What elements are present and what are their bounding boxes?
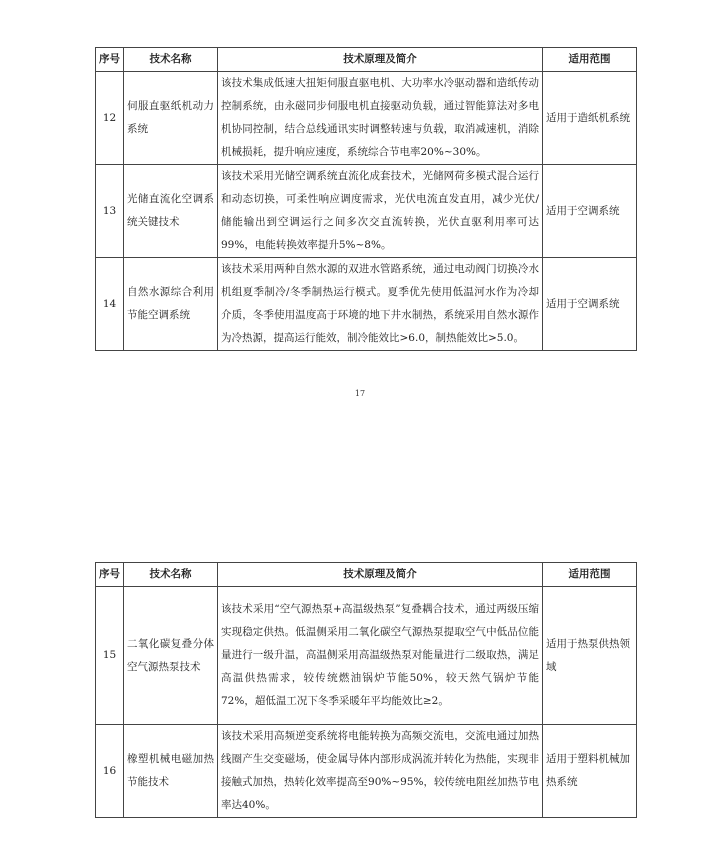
table-row [96,165,637,258]
row-scope: 适用于空调系统 [543,165,637,258]
tech-table-top [95,47,637,351]
header-scope: 适用范围 [543,48,637,72]
row-scope: 适用于塑料机械加热系统 [543,725,637,818]
row-no: 16 [96,725,124,818]
row-desc: 该技术集成低速大扭矩伺服直驱电机、大功率水冷驱动器和造纸传动控制系统，由永磁同步伺服电机直接驱动负载，通过智能算法对多电机协同控制，结合总线通讯实时调整转速与负载，取消减速机，消除机械损耗，提升响应速度，系统综合节电率20%~30%。 [218,72,543,165]
header-desc: 技术原理及简介 [218,563,543,587]
row-desc: 该技术采用光储空调系统直流化成套技术，光储网荷多模式混合运行和动态切换，可柔性响应调度需求，光伏电流直发直用，减少光伏/储能输出到空调运行之间多次交直流转换，光伏直驱利用率可达99%，电能转换效率提升5%~8%。 [218,165,543,258]
row-name: 自然水源综合利用节能空调系统 [124,258,218,351]
table-row [96,725,637,818]
row-no: 13 [96,165,124,258]
row-scope: 适用于空调系统 [543,258,637,351]
row-no: 15 [96,587,124,725]
table-row [96,258,637,351]
header-scope: 适用范围 [543,563,637,587]
row-name: 伺服直驱纸机动力系统 [124,72,218,165]
row-no: 12 [96,72,124,165]
header-no: 序号 [96,563,124,587]
header-name: 技术名称 [124,48,218,72]
table-row [96,587,637,725]
tech-table-bottom [95,562,637,818]
row-scope: 适用于造纸机系统 [543,72,637,165]
header-desc: 技术原理及简介 [218,48,543,72]
row-scope: 适用于热泵供热领域 [543,587,637,725]
header-no: 序号 [96,48,124,72]
row-desc: 该技术采用“空气源热泵+高温级热泵”复叠耦合技术，通过两级压缩实现稳定供热。低温侧采用二氧化碳空气源热泵提取空气中低品位能量进行一级升温，高温侧采用高温级热泵对能量进行二级取热，满足高温供热需求，较传统燃油锅炉节能50%，较天然气锅炉节能72%，超低温工况下冬季采暖年平均能效比≥2。 [218,587,543,725]
table-header-row [96,563,637,587]
page-number: 17 [354,389,366,398]
table-header-row [96,48,637,72]
table-row [96,72,637,165]
row-name: 二氧化碳复叠分体空气源热泵技术 [124,587,218,725]
header-name: 技术名称 [124,563,218,587]
row-name: 光储直流化空调系统关键技术 [124,165,218,258]
row-name: 橡塑机械电磁加热节能技术 [124,725,218,818]
row-no: 14 [96,258,124,351]
row-desc: 该技术采用高频逆变系统将电能转换为高频交流电，交流电通过加热线圈产生交变磁场，使金属导体内部形成涡流并转化为热能，实现非接触式加热，热转化效率提高至90%~95%，较传统电阻丝加热节电率达40%。 [218,725,543,818]
row-desc: 该技术采用两种自然水源的双进水管路系统，通过电动阀门切换冷水机组夏季制冷/冬季制热运行模式。夏季优先使用低温河水作为冷却介质，冬季使用温度高于环境的地下井水制热，系统采用自然水源作为冷热源，提高运行能效，制冷能效比>6.0，制热能效比>5.0。 [218,258,543,351]
